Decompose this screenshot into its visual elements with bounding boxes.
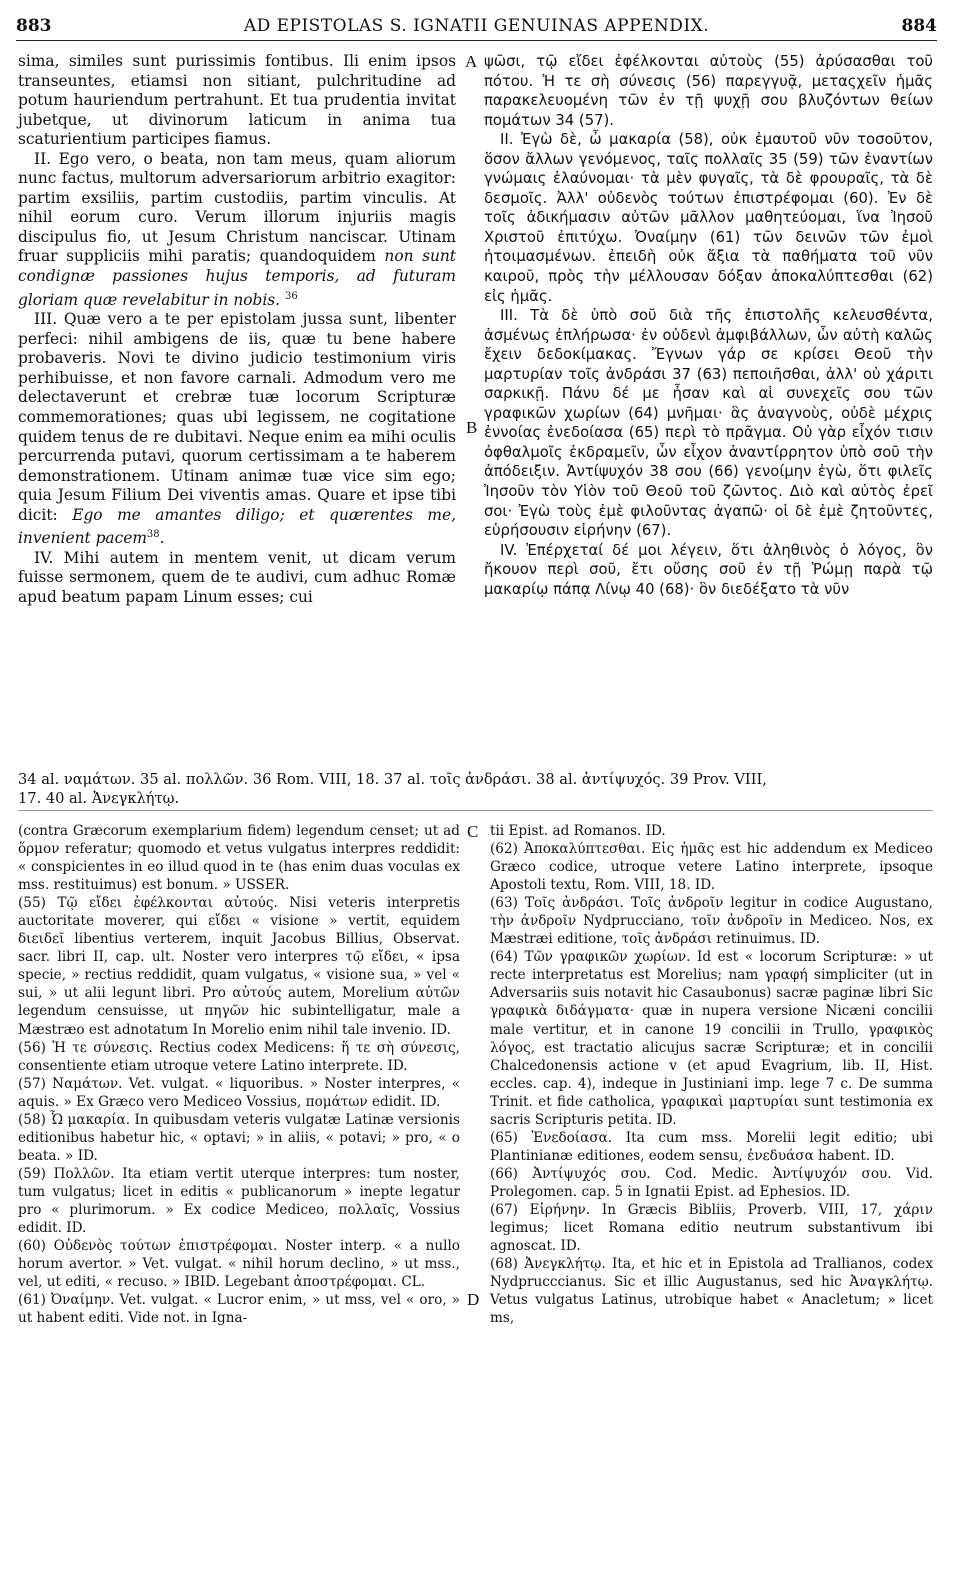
note-entry: (55) Τῷ εἴδει ἐφέλκονται αὐτούς. Nisi veteris interpretis auctoritate moverer, qui εἴδει « visione » vertit, equidem διειδεῖ libentius verterem, inquit Jacobus Billius, Observat. sacr. libri II, cap. ult. Noster vero interpres τῷ εἴδει, « ipsa specie, » rectius reddidit, quam vulgatus, « visione sua, » vel « sui, » ut alii legunt libri. Pro αὐτούς autem, Morelium αὐτῶν legendum censuisse, ut πηγῶν hic subintelligatur, male a Mæstræo est adnotatum In Morelio enim nihil tale invenio. ID. xyxy=(18,895,460,1038)
running-header xyxy=(16,14,937,41)
running-title: AD EPISTOLAS S. IGNATII GENUINAS APPENDIX. xyxy=(243,16,710,36)
greek-text-column xyxy=(484,52,933,599)
note-entry: (64) Τῶν γραφικῶν χωρίων. Id est « locorum Scripturæ: » ut recte interpretatus est Morelius; nam γραφή simpliciter (ut in Adversariis suis notavit hic Casaubonus) sacræ paginæ libri Sic γραφικὰ διδάγματα· quæ in nupera versione Nicæni concilii male vertitur, et in canone 19 concilii in Trullo, γραφικὸς λόγος, est tractatio alicujus sacræ Scripturæ; et in concilii Chalcedonensis actione v (et apud Evagrium, lib. II, Hist. eccles. cap. 4), indeque in Justiniani imp. lege 7 c. De summa Trinit. et fide catholica, γραφικαὶ μαρτυρίαι sunt testimonia ex sacris Scripturis petita. ID. xyxy=(490,949,933,1128)
latin-paragraph: IV. Mihi autem in mentem venit, ut dicam verum fuisse sermonem, quem de te audivi, cum adhuc Romæ apud beatum papam Linum esses; cui xyxy=(18,548,456,607)
latin-paragraph: III. Quæ vero a te per epistolam jussa sunt, libenter perfeci: nihil ambigens de iis, quæ tu bene habere probaveris. Novi te divino judicio testimonium viris perhibuisse, et non favore carnali. Admodum vero me delectaverunt et crebræ tuæ locorum Scripturæ commemorationes; quas ubi legissem, ne cogitatione quidem tenus de re dubitavi. Neque enim ea mihi oculis percurrenda putavi, quorum certissimam a te haberem demonstrationem. Utinam animæ tuæ vice sim ego; quia Jesum Filium Dei viventis amas. Quare et ipse tibi dicit: Ego me amantes diligo; et quærentes me, invenient pacem$^{38}$. xyxy=(18,310,456,548)
margin-marker-b: B xyxy=(466,418,478,437)
greek-paragraph: IV. Ἐπέρχεταί δέ μοι λέγειν, ὅτι ἀληθινὸς ὁ λόγος, ὃν ἤκουον περὶ σοῦ, ἔτι οὔσης σοῦ ἐν τῇ Ῥώμῃ παρὰ τῷ μακαρίῳ πάπᾳ Λίνῳ 40 (68)· ὃν διεδέξατο τὰ νῦν xyxy=(484,541,933,598)
note-entry: (67) Εἰρήνην. In Græcis Bibliis, Proverb. VIII, 17, χάριν legimus; licet Romana editio neutrum substantivum ibi agnoscat. ID. xyxy=(490,1201,933,1255)
note-entry: (58) Ὦ μακαρία. In quibusdam veteris vulgatæ Latinæ versionis editionibus habetur hic, « optavi; » in aliis, « potavi; » pro, « o beata. » ID. xyxy=(18,1111,460,1164)
margin-marker-d: D xyxy=(467,1290,480,1309)
footnote-line: 17. 40 al. Ἀνεγκλήτῳ. xyxy=(18,790,180,807)
latin-paragraph: II. Ego vero, o beata, non tam meus, quam aliorum nunc factus, multorum adversariorum arbitrio exagitor: partim exsiliis, partim custodiis, partim vinculis. At nihil eorum curo. Verum illorum injuriis magis discipulus fio, ut Jesum Christum nanciscar. Utinam fruar suppliciis mihi paratis; quandoquidem non sunt condignæ passiones hujus temporis, ad futuram gloriam quæ revelabitur in nobis. $^{36}$ xyxy=(18,149,456,309)
margin-marker-a: A xyxy=(465,52,478,71)
note-entry: (contra Græcorum exemplarium fidem) legendum censet; ut ad ὅρμον referatur; quomodo et vetus vulgatus interpres reddidit: « conspicientes in eo illud quod in te (has enim duas voculas ex mss. restituimus) est bonum. » USSER. xyxy=(18,823,460,894)
note-entry: (65) Ἐνεδοίασα. Ita cum mss. Morelii legit editio; ubi Plantinianæ editiones, eodem sensu, ἐνεδυάσα habent. ID. xyxy=(490,1129,933,1164)
notes-column-right xyxy=(490,822,933,1327)
note-entry: tii Epist. ad Romanos. ID. xyxy=(490,823,666,839)
footnote-line: 34 al. ναμάτων. 35 al. πολλῶν. 36 Rom. VIII, 18. 37 al. τοῖς ἀνδράσι. 38 al. ἀντίψυχός. 39 Prov. VIII, xyxy=(18,771,767,788)
notes-column-left xyxy=(18,822,460,1327)
note-entry: (63) Τοῖς ἀνδράσι. Τοῖς ἀνδροῖν legitur in codice Augustano, τὴν ἀνδροῖν Nydprucciano, τοῖν ἀνδροῖν in Mediceo. Nos, ex Mæstræi editione, τοῖς ἀνδράσι retinuimus. ID. xyxy=(490,895,933,948)
note-entry: (66) Ἀντίψυχός σου. Cod. Medic. Ἀντίψυχόν σου. Vid. Prolegomen. cap. 5 in Ignatii Epist. ad Ephesios. ID. xyxy=(490,1165,933,1200)
note-entry: (59) Πολλῶν. Ita etiam vertit uterque interpres: tum noster, tum vulgatus; licet in editis « publicanorum » inepte legatur pro « plurimorum. » Ex codice Mediceo, πολλαῖς, Vossius edidit. ID. xyxy=(18,1165,460,1237)
greek-paragraph: II. Ἐγὼ δὲ, ὦ μακαρία (58), οὐκ ἐμαυτοῦ νῦν τοσοῦτον, ὅσον ἄλλων γενόμενος, ταῖς πολλαῖς 35 (59) τῶν ἐναντίων γνώμαις ἐλαύνομαι· τὰ μὲν φυγαῖς, τὰ δὲ φρουραῖς, τὰ δὲ δεσμοῖς. Ἀλλ' οὐδενὸς τούτων ἐπιστρέφομαι (60). Ἐν δὲ τοῖς ἀδικήμασιν αὐτῶν μᾶλλον μαθητεύομαι, ἵνα Ἰησοῦ Χριστοῦ ἐπιτύχω. Ὀναίμην (61) τῶν δεινῶν τῶν ἐμοὶ ἡτοιμασμένων. ἐπειδὴ οὐκ ἄξια τὰ παθήματα τοῦ νῦν καιροῦ, πρὸς τὴν μέλλουσαν δόξαν ἀποκαλύπτεσθαι (62) εἰς ἡμᾶς. xyxy=(484,131,933,305)
note-entry: (60) Οὐδενὸς τούτων ἐπιστρέφομαι. Noster interp. « a nullo horum avertor. » Vet. vulgat. « nihil horum declino, » ut mss., vel, ut editi, « recuso. » IBID. Legebant ἀποστρέφομαι. CL. xyxy=(18,1238,460,1291)
latin-paragraph: sima, similes sunt purissimis fontibus. Ili enim ipsos transeuntes, etiamsi non sitiant, pulchritudine ad potum hauriendum pertrahunt. Et tua prudentia invitat jubetque, ut divinorum laticum in anima tua scaturientium participes fiamus. xyxy=(18,52,456,149)
latin-text-column xyxy=(18,52,456,608)
notes-divider xyxy=(18,810,933,811)
greek-paragraph: III. Τὰ δὲ ὑπὸ σοῦ διὰ τῆς ἐπιστολῆς κελευσθέντα, ἀσμένως ἐπλήρωσα· ἐν οὐδενὶ ἀμφιβάλλων, ὧν αὐτὴ καλῶς ἔχειν δεδοκίμακας. Ἔγνων γάρ σε κρίσει Θεοῦ τὴν μαρτυρίαν τοῖς ἀνδράσι 37 (63) πεποιῆσθαι, ἀλλ' οὐ χάριτι σαρκικῇ. Πάνυ δέ με ἦσαν καὶ αἱ συνεχεῖς σου τῶν γραφικῶν χωρίων (64) μνῆμαι· ἃς ἀναγνοὺς, οὐδὲ μέχρις ἐννοίας ἐνεδοίασα (65) περὶ τὸ πρᾶγμα. Οὐ γὰρ εἶχόν τισιν ὀφθαλμοῖς ἐκδραμεῖν, ὧν εἶχον ἀναντίρρητον ὑπὸ σοῦ τὴν ἀπόδειξιν. Ἀντίψυχόν 38 σου (66) γενοίμην ἐγὼ, ὅτι φιλεῖς Ἰησοῦν τὸν Υἱὸν τοῦ Θεοῦ τοῦ ζῶντος. Διὸ καὶ αὐτὸς ἐρεῖ σοι· Ἐγὼ τοὺς ἐμὲ φιλοῦντας ἀγαπῶ· οἱ δὲ ἐμὲ ζητοῦντες, εὑρήσουσιν εἰρήνην (67). xyxy=(484,307,933,540)
note-entry: (68) Ἀνεγκλήτῳ. Ita, et hic et in Epistola ad Trallianos, codex Nydprucccianus. Sic et illic Augustanus, sed hic Ἀναγκλήτῳ. Vetus vulgatus Latinus, utrobique habet « Anacletum; » licet ms, xyxy=(490,1256,933,1327)
note-entry: (56) Ἡ τε σύνεσις. Rectius codex Medicens: ἥ τε σὴ σύνεσις, consentiente etiam utroque vetere Latino interprete. ID. xyxy=(18,1039,460,1074)
note-entry: (57) Ναμάτων. Vet. vulgat. « liquoribus. » Noster interpres, « aquis. » Ex Græco vero Mediceo Vossius, πομάτων edidit. ID. xyxy=(18,1075,460,1110)
page-number-right: 884 xyxy=(901,16,937,36)
reference-footnotes xyxy=(18,770,933,808)
page-number-left: 883 xyxy=(16,16,52,36)
margin-marker-c: C xyxy=(467,822,479,841)
greek-paragraph: ψῶσι, τῷ εἴδει ἐφέλκονται αὐτοὺς (55) ἀρύσασθαι τοῦ πότου. Ἡ τε σὴ σύνεσις (56) παρεγγυᾷ, μεταςχεῖν ἡμᾶς παρακελευομένη τῶν ἐν τῇ ψυχῇ σου βλυζόντων θείων πομάτων 34 (57). xyxy=(484,53,933,129)
note-entry: (62) Ἀποκαλύπτεσθαι. Εἰς ἡμᾶς est hic addendum ex Mediceo Græco codice, utroque vetere Latino interprete, ipsoque Apostoli textu, Rom. VIII, 18. ID. xyxy=(490,841,933,894)
note-entry: (61) Ὀναίμην. Vet. vulgat. « Lucror enim, » ut mss, vel « oro, » ut habent editi. Vide not. in Igna- xyxy=(18,1292,460,1327)
